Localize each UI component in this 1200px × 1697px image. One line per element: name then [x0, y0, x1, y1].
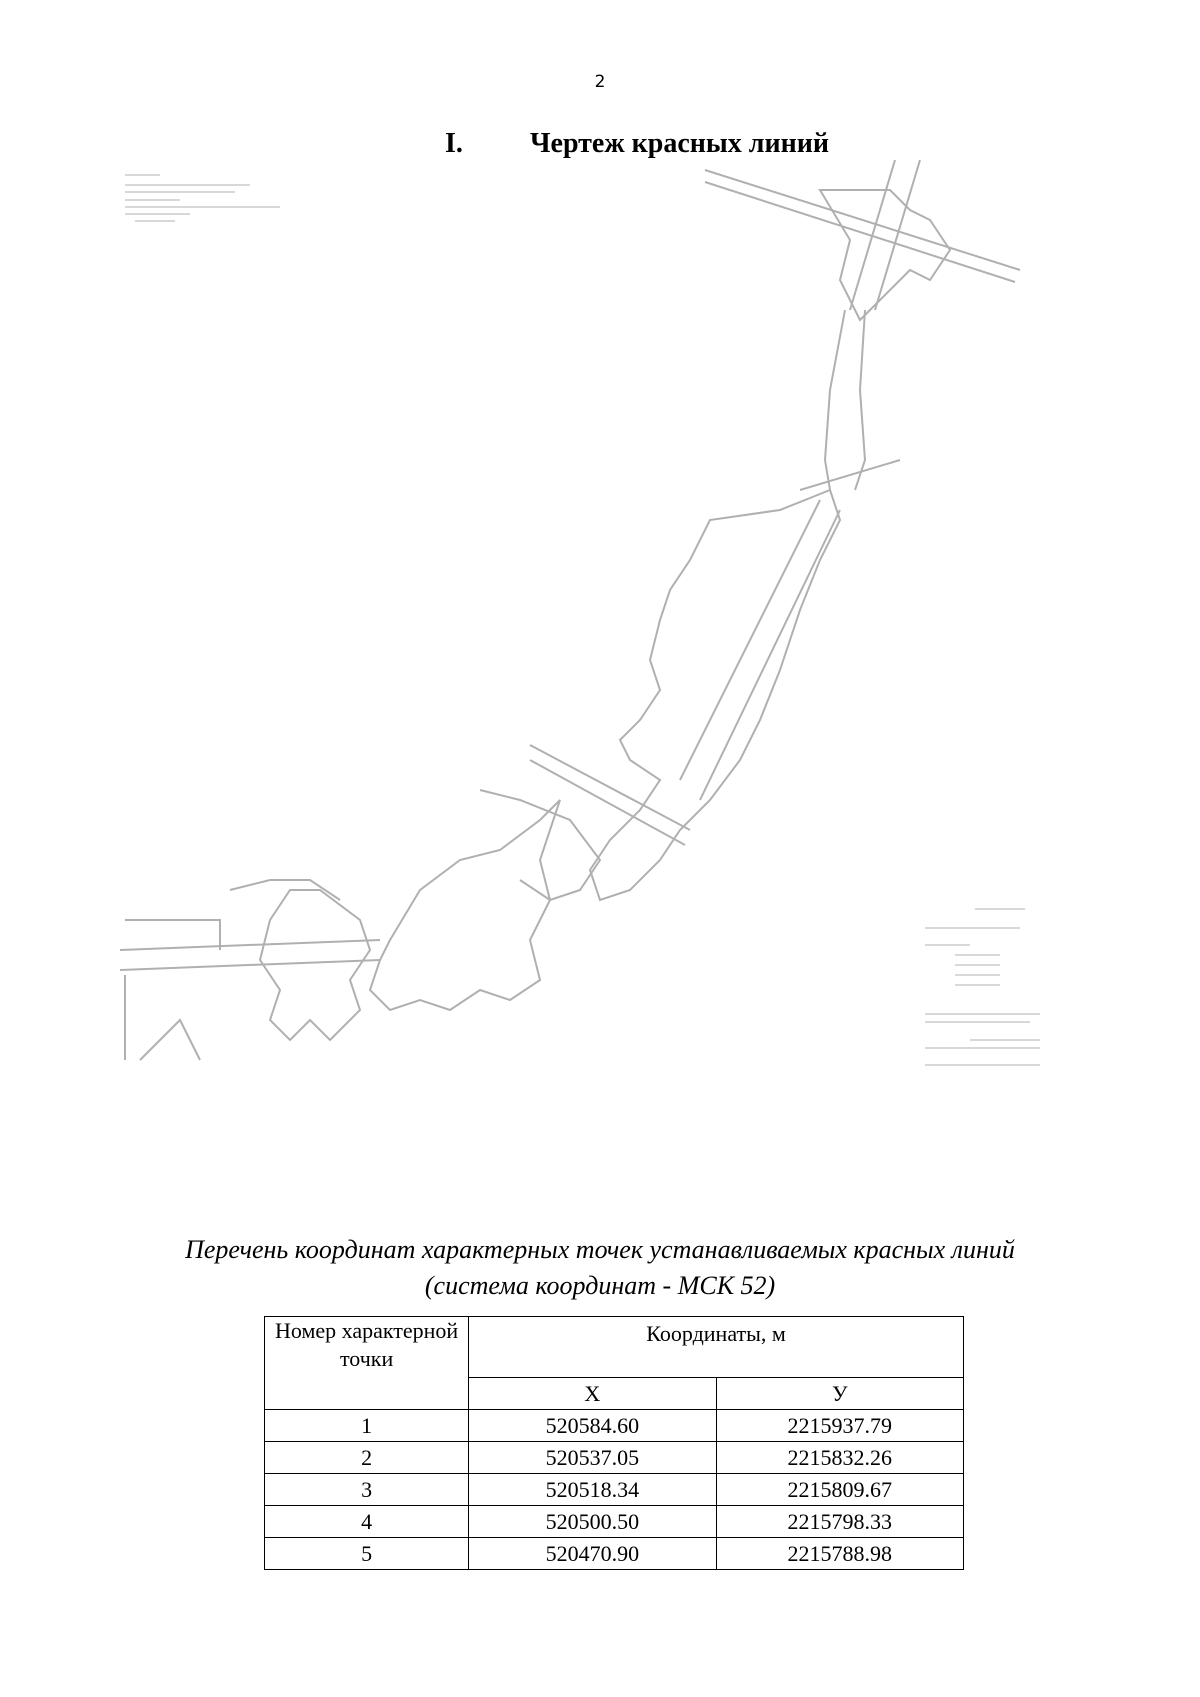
- x-value: 520518.34: [469, 1474, 716, 1506]
- area-bottom: [370, 800, 560, 1010]
- section-title: [445, 128, 829, 160]
- road-bottom-left: [120, 940, 380, 950]
- corridor-upper-right: [855, 310, 865, 490]
- y-value: 2215937.79: [716, 1410, 963, 1442]
- caption-line-1: Перечень координат характерных точек устанавливаемых красных линий: [185, 1235, 1015, 1264]
- road-top-horizontal: [705, 170, 1020, 270]
- section-numeral: I.: [445, 128, 463, 159]
- road-bottom-left-3: [125, 920, 220, 950]
- table-row: [265, 1442, 964, 1474]
- point-number-header: Номер характерной точки: [265, 1317, 469, 1410]
- x-value: 520584.60: [469, 1410, 716, 1442]
- red-lines-drawing: [120, 160, 1170, 1170]
- corridor-upper-left: [825, 310, 845, 490]
- point-number: 1: [265, 1410, 469, 1442]
- y-value: 2215798.33: [716, 1506, 963, 1538]
- road-bottom-left-6: [140, 1020, 200, 1060]
- point-number: 4: [265, 1506, 469, 1538]
- road-top-horizontal-2: [705, 182, 1015, 282]
- road-top-vertical-2: [875, 160, 920, 310]
- point-number: 5: [265, 1538, 469, 1570]
- table-row: [265, 1474, 964, 1506]
- table-row: [265, 1506, 964, 1538]
- x-value: 520537.05: [469, 1442, 716, 1474]
- x-value: 520500.50: [469, 1506, 716, 1538]
- road-lower-2: [530, 760, 685, 845]
- coordinates-header: Координаты, м: [469, 1317, 964, 1378]
- cross-road-middle: [800, 460, 900, 490]
- y-value: 2215809.67: [716, 1474, 963, 1506]
- x-header: X: [469, 1378, 716, 1410]
- x-value: 520470.90: [469, 1538, 716, 1570]
- point-number: 3: [265, 1474, 469, 1506]
- coordinates-table: [264, 1316, 964, 1570]
- y-value: 2215832.26: [716, 1442, 963, 1474]
- road-top-vertical: [850, 160, 895, 310]
- point-number: 2: [265, 1442, 469, 1474]
- table-row: [265, 1538, 964, 1570]
- road-bottom-left-2: [120, 960, 380, 970]
- section-title-text: Чертеж красных линий: [530, 128, 830, 159]
- area-bottom-left: [260, 890, 370, 1040]
- zone-lower: [480, 790, 600, 900]
- area-middle: [590, 490, 840, 900]
- table-caption: [0, 1232, 1200, 1304]
- page-number: 2: [594, 72, 606, 92]
- table-row: [265, 1410, 964, 1442]
- y-header: У: [716, 1378, 963, 1410]
- corridor-middle-right: [700, 510, 840, 800]
- caption-line-2: (система координат - МСК 52): [424, 1271, 776, 1300]
- y-value: 2215788.98: [716, 1538, 963, 1570]
